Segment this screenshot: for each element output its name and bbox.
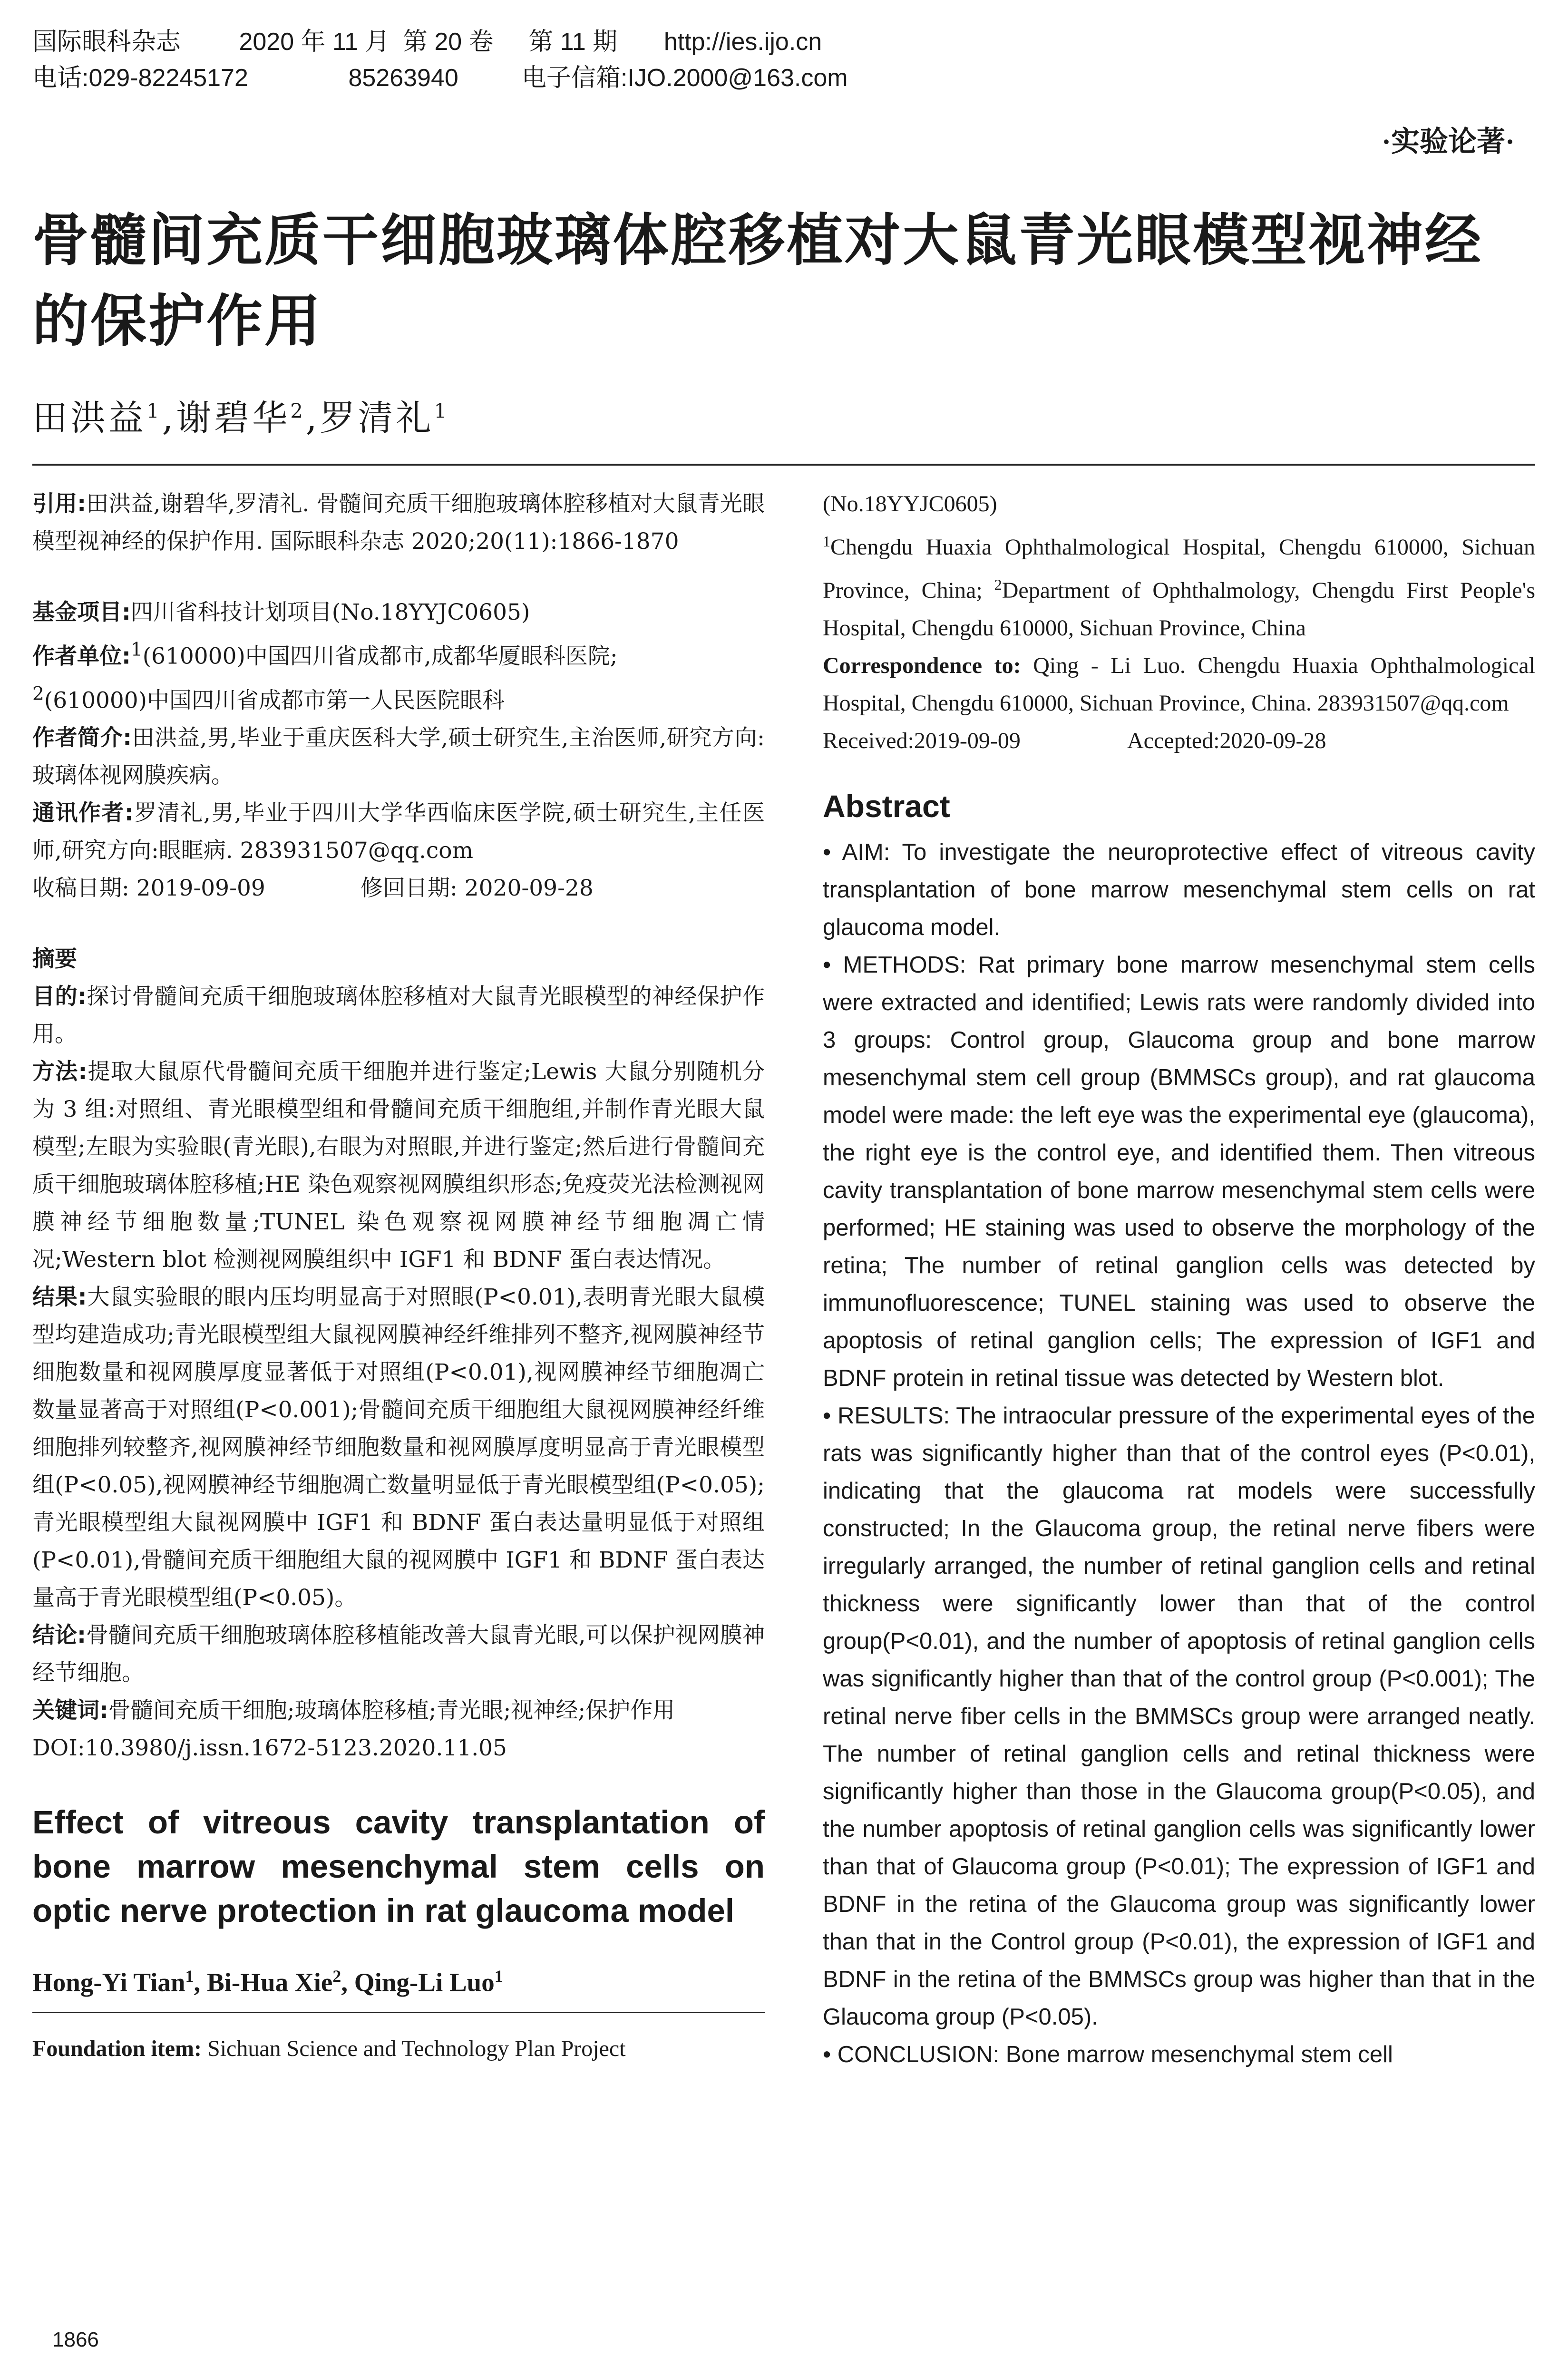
journal-url[interactable]: http://ies.ijo.cn: [663, 28, 822, 56]
author-name-en: Qing-Li Luo: [354, 1968, 495, 1997]
abstract-heading-en: Abstract: [823, 789, 950, 824]
abstract-results-en: • RESULTS: The intraocular pressure of the experimental eyes of the rats was significantly higher than that of the control eyes (P<0.01), indicating that the glaucoma rat models were successfully constructed; In the Glaucoma group, the retinal nerve fibers were irregularly arranged, the number of retinal ganglion cells and retinal thickness were significantly lower than that of the control group(P<0.01), and the number of apoptosis of retinal ganglion cells was significantly higher than that of the control group (P<0.001); The retinal nerve fiber cells in the BMMSCs group were arranged neatly. The number of retinal ganglion cells and retinal thickness were significantly higher than those in the Glaucoma group(P<0.05), and the number apoptosis of retinal ganglion cells was significantly lower than that of Glaucoma group (P<0.01); The expression of IGF1 and BDNF in the retina of the Glaucoma group was significantly lower than that in the Control group (P<0.01), the expression of IGF1 and BDNF in the retina of the BMMSCs group was higher than that in the Glaucoma group (P<0.05).: [823, 1403, 1535, 2030]
foundation-item-en: Foundation item: Sichuan Science and Technology Plan Project: [32, 2036, 626, 2061]
unit-text-2: (610000)中国四川省成都市第一人民医院眼科: [44, 687, 505, 714]
doi[interactable]: DOI:10.3980/j.issn.1672-5123.2020.11.05: [32, 1735, 507, 1762]
author-name-en: Bi-Hua Xie: [206, 1968, 333, 1997]
revised-date: 修回日期: 2020-09-28: [360, 875, 594, 902]
author-unit: 作者单位:$^1$(610000)中国四川省成都市,成都华厦眼科医院; $^2$(610000)中国四川省成都市第一人民医院眼科: [32, 639, 618, 714]
accepted-en: Accepted:2020-09-28: [1127, 728, 1326, 753]
affiliations-en: $^1$Chengdu Huaxia Ophthalmological Hospital, Chengdu 610000, Sichuan Province, China; $^2$Department of Ophthalmology, Chengdu First People's Hospital, Chengdu 610000, Sichuan Province, China: [823, 533, 1536, 641]
fund-info: [32, 594, 765, 631]
corr-label: 通讯作者:: [32, 800, 134, 827]
author-bio: [32, 719, 765, 794]
author-affiliation: 2: [290, 399, 306, 423]
top-divider: [32, 464, 1535, 466]
phone: 电话:029-82245172: [32, 64, 248, 92]
abstract-results-cn: 结果:大鼠实验眼的眼内压均明显高于对照眼(P<0.01),表明青光眼大鼠模型均建造成功;青光眼模型组大鼠视网膜神经纤维排列不整齐,视网膜神经节细胞数量和视网膜厚度显著低于对照组(P<0.01),视网膜神经节细胞凋亡数量显著高于对照组(P<0.001);骨髓间充质干细胞组大鼠视网膜神经纤维细胞排列较整齐,视网膜神经节细胞数量和视网膜厚度明显高于青光眼模型组(P<0.05),视网膜神经节细胞凋亡数量明显低于青光眼模型组(P<0.05);青光眼模型组大鼠视网膜中 IGF1 和 BDNF 蛋白表达量明显低于对照组(P<0.01),骨髓间充质干细胞组大鼠的视网膜中 IGF1 和 BDNF 蛋白表达量高于青光眼模型组(P<0.05)。: [32, 1284, 765, 1611]
author-affiliation: 1: [146, 399, 162, 423]
foundation-item-cont: (No.18YYJC0605): [823, 491, 997, 516]
header-line-1: [32, 24, 1535, 60]
abstract-heading-cn: 摘要: [32, 946, 77, 973]
fund-text: 四川省科技计划项目(No.18YYJC0605): [130, 599, 530, 625]
issue-date: 2020 年 11 月: [239, 28, 390, 56]
authors-en: Hong-Yi Tian$^1$, Bi-Hua Xie$^2$, Qing-Li Luo$^1$: [32, 1967, 503, 1997]
issue: 第 11 期: [528, 28, 618, 56]
author-divider: [32, 2012, 765, 2013]
article-title-cn: 骨髓间充质干细胞玻璃体腔移植对大鼠青光眼模型视神经的保护作用: [32, 207, 1483, 354]
fund-label: 基金项目:: [32, 599, 131, 625]
received-en: Received:2019-09-09: [823, 728, 1021, 753]
dates-en: [823, 722, 1535, 760]
bio-label: 作者简介:: [32, 725, 132, 751]
header-line-2: [32, 60, 1535, 96]
correspondence-en: Correspondence to: Qing - Li Luo. Chengdu Huaxia Ophthalmological Hospital, Chengdu 610000, Sichuan Province, China. 283931507@qq.com: [823, 653, 1536, 716]
volume: 第 20 卷: [402, 28, 494, 56]
author-name: 田洪益: [32, 398, 146, 438]
keywords-cn: 关键词:骨髓间充质干细胞;玻璃体腔移植;青光眼;视神经;保护作用: [32, 1697, 675, 1724]
journal-header: [32, 24, 1535, 96]
phone-2: 85263940: [348, 64, 458, 92]
abstract-methods-en: • METHODS: Rat primary bone marrow mesenchymal stem cells were extracted and identified; Lewis rats were randomly divided into 3 groups: Control group, Glaucoma group and bone marrow mesenchymal stem cell group (BMMSCs group), and rat glaucoma model were made: the left eye was the experimental eye (glaucoma), the right eye is the control eye, and identified them. Then vitreous cavity transplantation of bone marrow mesenchymal stem cells were performed; HE staining was used to observe the morphology of the retina; The number of retinal ganglion cells was detected by immunofluorescence; TUNEL staining was used to observe the apoptosis of retinal ganglion cells; The expression of IGF1 and BDNF protein in retinal tissue was detected by Western blot.: [823, 952, 1535, 1391]
unit-label: 作者单位:: [32, 643, 131, 670]
abstract-aim-cn: 目的:探讨骨髓间充质干细胞玻璃体腔移植对大鼠青光眼模型的神经保护作用。: [32, 984, 765, 1048]
author-name: 罗清礼: [320, 398, 434, 438]
left-column: [32, 485, 765, 2067]
corresponding-author: [32, 794, 765, 869]
email[interactable]: 电子信箱:IJO.2000@163.com: [521, 64, 848, 92]
abstract-conclusion-en: • CONCLUSION: Bone marrow mesenchymal stem cell: [823, 2042, 1393, 2067]
journal-name: 国际眼科杂志: [32, 28, 181, 56]
dates-cn: [32, 869, 765, 907]
unit-text-1: (610000)中国四川省成都市,成都华厦眼科医院;: [142, 643, 618, 670]
citation-text: 田洪益,谢碧华,罗清礼. 骨髓间充质干细胞玻璃体腔移植对大鼠青光眼模型视神经的保护作用. 国际眼科杂志 2020;20(11):1866-1870: [32, 491, 765, 555]
right-column: [823, 485, 1535, 2074]
received-date: 收稿日期: 2019-09-09: [32, 875, 265, 902]
author-name: 谢碧华: [176, 398, 291, 438]
abstract-methods-cn: 方法:提取大鼠原代骨髓间充质干细胞并进行鉴定;Lewis 大鼠分别随机分为 3 组:对照组、青光眼模型组和骨髓间充质干细胞组,并制作青光眼大鼠模型;左眼为实验眼(青光眼),右眼为对照眼,并进行鉴定;然后进行骨髓间充质干细胞玻璃体腔移植;HE 染色观察视网膜组织形态;免疫荧光法检测视网膜神经节细胞数量;TUNEL 染色观察视网膜神经节细胞凋亡情况;Western blot 检测视网膜组织中 IGF1 和 BDNF 蛋白表达情况。: [32, 1059, 765, 1273]
page-number: 1866: [52, 2328, 99, 2351]
author-name-en: Hong-Yi Tian: [32, 1968, 185, 1997]
authors-cn: 田洪益$^1$,谢碧华$^2$,罗清礼$^1$: [32, 398, 450, 438]
article-title-en: Effect of vitreous cavity transplantation of bone marrow mesenchymal stem cells on optic nerve protection in rat glaucoma model: [32, 1804, 765, 1929]
abstract-conclusion-cn: 结论:骨髓间充质干细胞玻璃体腔移植能改善大鼠青光眼,可以保护视网膜神经节细胞。: [32, 1622, 765, 1686]
section-label: ·实验论著·: [1381, 126, 1515, 157]
author-affiliation: 1: [434, 399, 450, 423]
citation: [32, 485, 765, 560]
corr-text: 罗清礼,男,毕业于四川大学华西临床医学院,硕士研究生,主任医师,研究方向:眼眶病. 283931507@qq.com: [32, 800, 765, 864]
citation-label: 引用:: [32, 491, 87, 517]
bio-text: 田洪益,男,毕业于重庆医科大学,硕士研究生,主治医师,研究方向:玻璃体视网膜疾病。: [32, 725, 765, 789]
abstract-aim-en: • AIM: To investigate the neuroprotective effect of vitreous cavity transplantation of bone marrow mesenchymal stem cells on rat glaucoma model.: [823, 839, 1535, 940]
